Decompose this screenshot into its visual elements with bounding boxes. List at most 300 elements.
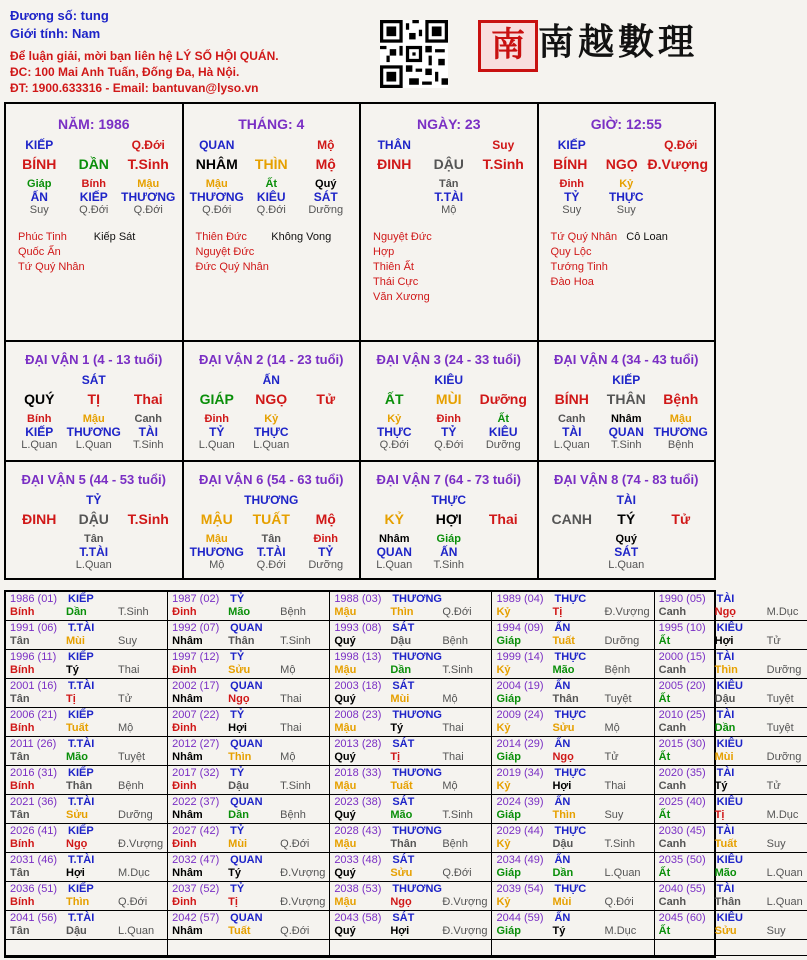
pillar-stem-branch-cell: BÍNH bbox=[22, 156, 57, 172]
year-label: 2008 (23) bbox=[334, 709, 382, 721]
year-cell bbox=[6, 766, 168, 795]
year-label: 2017 (32) bbox=[172, 767, 220, 779]
star-item: Quy Lộc bbox=[550, 246, 592, 258]
year-label: 2031 (46) bbox=[10, 854, 58, 866]
year-god: THỰC bbox=[554, 651, 587, 663]
dai-van-hidden-god bbox=[6, 425, 182, 439]
year-cell bbox=[492, 911, 654, 940]
year-label: 2006 (21) bbox=[10, 709, 58, 721]
dai-van-hidden-stem-cell: Mậu bbox=[82, 413, 105, 425]
year-stem-branch bbox=[496, 693, 649, 706]
year-stem-branch bbox=[659, 722, 803, 735]
dai-van-hidden-god-cell bbox=[121, 545, 176, 559]
pillar-column bbox=[361, 104, 539, 340]
year-stem: Canh bbox=[658, 664, 687, 676]
year-stem: Kỷ bbox=[496, 722, 511, 734]
year-cell bbox=[330, 592, 492, 621]
year-stem: Đinh bbox=[172, 896, 197, 908]
pillar-stage-cell bbox=[476, 204, 531, 216]
year-stem: Nhâm bbox=[172, 925, 203, 937]
year-label: 2030 (45) bbox=[658, 825, 706, 837]
pillar-stars bbox=[6, 230, 182, 275]
year-branch: Dần bbox=[552, 867, 574, 879]
pillar-hidden-god-cell: THƯƠNG bbox=[189, 190, 244, 204]
year-cell bbox=[330, 911, 492, 940]
dai-van-hidden-stem-cell bbox=[545, 533, 600, 545]
year-cell bbox=[655, 853, 807, 882]
year-stage: Thai bbox=[442, 751, 464, 763]
dai-van-stage-cell bbox=[654, 559, 709, 571]
pillar-stage-cell bbox=[367, 204, 422, 216]
year-god: QUAN bbox=[230, 622, 263, 634]
year-label: 2039 (54) bbox=[496, 883, 544, 895]
dai-van-hidden-god-cell bbox=[654, 545, 709, 559]
year-stage: Q.Đới bbox=[118, 896, 148, 908]
star-item: Đức Quý Nhân bbox=[195, 261, 269, 273]
year-branch: Tuất bbox=[228, 925, 251, 937]
year-stem: Ất bbox=[658, 751, 671, 763]
year-stem-branch bbox=[334, 838, 487, 851]
dai-van-stem-branch-cell: DẬU bbox=[78, 511, 109, 527]
dai-van-cell bbox=[361, 462, 539, 578]
year-branch: Tuất bbox=[552, 635, 575, 647]
dai-van-hidden-stem bbox=[184, 533, 360, 545]
dai-van-stem-branch-cell: HỢI bbox=[435, 511, 462, 527]
year-god: TỶ bbox=[230, 593, 245, 605]
four-pillars-panel bbox=[4, 102, 716, 342]
year-god: THƯƠNG bbox=[392, 593, 442, 605]
year-stage: Tử bbox=[766, 780, 781, 792]
year-cell bbox=[330, 708, 492, 737]
year-stem-branch bbox=[10, 838, 163, 851]
year-branch: Hợi bbox=[228, 722, 247, 734]
year-branch: Dần bbox=[714, 722, 736, 734]
year-stem-branch bbox=[496, 780, 649, 793]
year-cell bbox=[168, 679, 330, 708]
year-stem: Ất bbox=[658, 867, 671, 879]
year-god: TỶ bbox=[230, 651, 245, 663]
dai-van-stem-branch-cell: MẬU bbox=[200, 511, 233, 527]
year-stage: Bệnh bbox=[280, 606, 306, 618]
year-stem: Giáp bbox=[496, 867, 521, 879]
year-branch: Dần bbox=[66, 606, 87, 618]
year-cell bbox=[168, 824, 330, 853]
year-stem-branch bbox=[172, 780, 325, 793]
year-god: TÀI bbox=[716, 767, 735, 779]
dai-van-stage bbox=[6, 439, 182, 451]
year-branch: Sửu bbox=[228, 664, 251, 676]
pillar-god-cell: KIẾP bbox=[25, 138, 54, 152]
year-stem: Nhâm bbox=[172, 809, 203, 821]
year-god: THƯƠNG bbox=[392, 825, 442, 837]
year-stage: Mộ bbox=[280, 664, 296, 676]
year-stage: Đ.Vượng bbox=[280, 896, 326, 908]
stars-col-2 bbox=[94, 230, 170, 275]
year-cell bbox=[6, 592, 168, 621]
year-label: 2035 (50) bbox=[658, 854, 706, 866]
year-cell bbox=[168, 911, 330, 940]
year-god: T.TÀI bbox=[68, 622, 95, 634]
year-god: QUAN bbox=[230, 854, 263, 866]
year-label: 2001 (16) bbox=[10, 680, 58, 692]
year-stem-branch bbox=[659, 693, 803, 706]
dai-van-hidden-stem-cell: Đinh bbox=[313, 533, 338, 545]
star-item: Văn Xương bbox=[373, 291, 430, 303]
stars-col-1 bbox=[373, 230, 449, 305]
year-stem-branch bbox=[659, 635, 803, 648]
year-god: ẤN bbox=[554, 796, 571, 808]
year-stem: Bính bbox=[10, 780, 35, 792]
dai-van-god: KIẾP bbox=[612, 373, 641, 387]
year-branch: Thân bbox=[714, 896, 741, 908]
dai-van-stem-branch bbox=[361, 391, 537, 407]
year-stem-branch bbox=[659, 780, 803, 793]
year-cell bbox=[6, 737, 168, 766]
year-stem: Tân bbox=[10, 867, 30, 879]
year-label: 1991 (06) bbox=[10, 622, 58, 634]
year-branch: Mão bbox=[390, 809, 413, 821]
dai-van-hidden-stem-cell: Tân bbox=[261, 533, 282, 545]
year-branch: Dậu bbox=[390, 635, 412, 647]
year-god: KIẾP bbox=[68, 593, 94, 605]
year-stem-branch bbox=[496, 925, 649, 938]
pillar-stem-branch-cell: DẦN bbox=[78, 156, 109, 172]
dai-van-hidden-stem-cell bbox=[12, 533, 67, 545]
year-cell bbox=[330, 824, 492, 853]
pillar-stem-branch-cell: BÍNH bbox=[553, 156, 588, 172]
year-god: THỰC bbox=[554, 709, 587, 721]
pillar-hidden-stem-cell: Quý bbox=[315, 178, 337, 190]
dai-van-hidden-god bbox=[361, 425, 537, 439]
dai-van-stage-cell: Dưỡng bbox=[308, 559, 344, 571]
year-cell bbox=[6, 795, 168, 824]
star-item: Cô Loan bbox=[626, 231, 668, 243]
dai-van-title: ĐẠI VẬN 3 (24 - 33 tuổi) bbox=[376, 352, 521, 367]
dai-van-hidden-stem bbox=[6, 533, 182, 545]
pillar-stars bbox=[184, 230, 360, 275]
pillar-hidden-god-cell: ẤN bbox=[30, 190, 48, 204]
dai-van-stage-cell: T.Sinh bbox=[132, 439, 164, 451]
year-stage: M.Dục bbox=[766, 606, 799, 618]
dai-van-hidden-god-cell: QUAN bbox=[376, 545, 412, 559]
year-stem-branch bbox=[334, 606, 487, 619]
year-stem: Bính bbox=[10, 606, 35, 618]
dai-van-god: TỶ bbox=[86, 493, 102, 507]
pillar-stem-branch bbox=[539, 156, 715, 172]
dai-van-stage-cell bbox=[121, 559, 176, 571]
brand-logo: 南越數理 bbox=[538, 21, 699, 63]
dai-van-stage-cell: L.Quan bbox=[253, 439, 290, 451]
year-cell bbox=[655, 650, 807, 679]
year-stem: Quý bbox=[334, 809, 356, 821]
year-stem: Canh bbox=[658, 606, 687, 618]
pillar-title: THÁNG: 4 bbox=[238, 116, 305, 132]
gender: Giới tính: Nam bbox=[10, 26, 101, 41]
year-branch: Ngọ bbox=[390, 896, 412, 908]
dai-van-hidden-stem-cell bbox=[299, 413, 354, 425]
year-branch: Tuất bbox=[66, 722, 89, 734]
year-branch: Hợi bbox=[390, 925, 410, 937]
dai-van-hidden-stem-cell: Quý bbox=[615, 533, 637, 545]
year-cell bbox=[492, 708, 654, 737]
year-cell bbox=[492, 853, 654, 882]
year-branch: Thân bbox=[228, 635, 255, 647]
pillar-god-cell: Q.Đới bbox=[131, 138, 165, 152]
year-label: 2041 (56) bbox=[10, 912, 58, 924]
year-cell bbox=[330, 853, 492, 882]
stars-col-2 bbox=[449, 230, 525, 305]
dai-van-hidden-stem-cell: Tân bbox=[83, 533, 104, 545]
year-stage: T.Sinh bbox=[118, 606, 149, 618]
year-stem-branch bbox=[496, 664, 649, 677]
pillar-stage-cell: Q.Đới bbox=[79, 204, 109, 216]
year-stage: Mộ bbox=[118, 722, 134, 734]
year-stage: Tử bbox=[604, 751, 619, 763]
year-branch: Tuất bbox=[390, 780, 413, 792]
pillar-stage-cell: Mộ bbox=[441, 204, 457, 216]
year-stem: Tân bbox=[10, 925, 30, 937]
year-label: 1988 (03) bbox=[334, 593, 382, 605]
year-stem-branch bbox=[172, 693, 325, 706]
year-branch: Dậu bbox=[552, 838, 574, 850]
year-stem-branch bbox=[10, 606, 163, 619]
year-label: 2042 (57) bbox=[172, 912, 220, 924]
year-stage: T.Sinh bbox=[442, 809, 473, 821]
dai-van-stem-branch-cell: BÍNH bbox=[554, 391, 589, 407]
year-label: 1994 (09) bbox=[496, 622, 544, 634]
year-stem-branch bbox=[659, 751, 803, 764]
pillar-hidden-god-cell: KIẾP bbox=[79, 190, 108, 204]
dai-van-stem-branch-cell: THÂN bbox=[606, 391, 646, 407]
year-god: KIẾP bbox=[68, 825, 94, 837]
year-god: TÀI bbox=[716, 593, 735, 605]
pillar-stem-branch bbox=[6, 156, 182, 172]
pillar-hidden-stem-cell: Tân bbox=[438, 178, 459, 190]
year-branch: Hợi bbox=[552, 780, 572, 792]
year-cell-empty bbox=[655, 940, 807, 956]
year-god: THƯƠNG bbox=[392, 767, 442, 779]
pillar-column bbox=[6, 104, 184, 340]
year-branch: Sửu bbox=[714, 925, 737, 937]
dai-van-hidden-stem-cell: Giáp bbox=[436, 533, 461, 545]
year-cell bbox=[168, 650, 330, 679]
year-stem-branch bbox=[496, 809, 649, 822]
year-stage: Suy bbox=[766, 838, 786, 850]
dai-van-stage-cell bbox=[545, 559, 600, 571]
year-stage: Tuyệt bbox=[604, 693, 632, 705]
pillar-god-cell: Mộ bbox=[317, 138, 335, 152]
pillar-hidden-stem-cell: Kỷ bbox=[619, 178, 634, 190]
pillar-stage bbox=[184, 204, 360, 216]
pillar-stem-branch-cell: NHÂM bbox=[195, 156, 238, 172]
year-stem-branch bbox=[659, 896, 803, 909]
year-cell bbox=[492, 795, 654, 824]
pillar-hidden-stem-cell bbox=[654, 178, 709, 190]
dai-van-hidden-god-cell: SÁT bbox=[614, 545, 639, 559]
year-label: 2010 (25) bbox=[658, 709, 706, 721]
dai-van-stage-cell bbox=[476, 559, 531, 571]
dai-van-hidden-stem-cell: Bính bbox=[27, 413, 52, 425]
stars-col-1 bbox=[196, 230, 272, 275]
year-stem-branch bbox=[496, 606, 649, 619]
pillar-god-cell: Suy bbox=[492, 138, 515, 152]
year-branch: Tị bbox=[390, 751, 401, 763]
year-cell bbox=[492, 650, 654, 679]
pillar-hidden-god-cell: THƯƠNG bbox=[121, 190, 176, 204]
year-label: 2016 (31) bbox=[10, 767, 58, 779]
year-stage: Dưỡng bbox=[766, 664, 802, 676]
dai-van-hidden-stem bbox=[184, 413, 360, 425]
pillar-stage bbox=[539, 204, 715, 216]
year-label: 2026 (41) bbox=[10, 825, 58, 837]
year-cell bbox=[492, 737, 654, 766]
year-branch: Sửu bbox=[66, 809, 89, 821]
year-branch: Tý bbox=[552, 925, 566, 937]
year-cell bbox=[492, 766, 654, 795]
pillar-column bbox=[184, 104, 362, 340]
pillar-hidden-stem-cell: Giáp bbox=[27, 178, 52, 190]
year-cell bbox=[492, 882, 654, 911]
year-cell bbox=[655, 766, 807, 795]
year-stem: Ất bbox=[658, 635, 671, 647]
year-stem-branch bbox=[10, 780, 163, 793]
year-stage: Suy bbox=[604, 809, 624, 821]
stars-col-2 bbox=[271, 230, 347, 275]
dai-van-title: ĐẠI VẬN 2 (14 - 23 tuổi) bbox=[199, 352, 344, 367]
year-stem-branch bbox=[10, 925, 163, 938]
year-god: T.TÀI bbox=[68, 738, 95, 750]
star-item: Thái Cực bbox=[373, 276, 419, 288]
pillar-hidden-god-cell bbox=[654, 190, 709, 204]
year-god: KIÊU bbox=[716, 738, 743, 750]
dai-van-stage-cell: L.Quan bbox=[376, 559, 413, 571]
dai-van-hidden-stem bbox=[539, 413, 715, 425]
dai-van-stage bbox=[539, 559, 715, 571]
year-stem: Bính bbox=[10, 664, 35, 676]
year-branch: Thìn bbox=[714, 664, 738, 676]
year-stem-branch bbox=[10, 809, 163, 822]
year-cell bbox=[655, 679, 807, 708]
year-stage: Tuyệt bbox=[766, 693, 794, 705]
year-cell bbox=[492, 621, 654, 650]
dai-van-stem-branch-cell: QUÝ bbox=[24, 391, 55, 407]
year-branch: Tị bbox=[714, 809, 725, 821]
year-stage: Đ.Vượng bbox=[442, 925, 488, 937]
year-stage: T.Sinh bbox=[280, 780, 311, 792]
year-stem-branch bbox=[659, 809, 803, 822]
year-god: ẤN bbox=[554, 622, 571, 634]
dai-van-stem-branch bbox=[539, 511, 715, 527]
dai-van-hidden-god-cell: THƯƠNG bbox=[653, 425, 708, 439]
year-stem: Kỷ bbox=[496, 606, 511, 618]
year-cell bbox=[6, 621, 168, 650]
dai-van-hidden-god-cell: T.TÀI bbox=[79, 545, 109, 559]
dai-van-stem-branch bbox=[6, 391, 182, 407]
year-stem-branch bbox=[172, 809, 325, 822]
dai-van-stem-branch-cell: Mộ bbox=[315, 511, 336, 527]
year-god: SÁT bbox=[392, 854, 415, 866]
year-cell bbox=[6, 853, 168, 882]
pillar-stage-cell: Suy bbox=[562, 204, 582, 216]
year-stem-branch bbox=[659, 925, 803, 938]
year-label: 1993 (08) bbox=[334, 622, 382, 634]
dai-van-stage-cell: Mộ bbox=[209, 559, 225, 571]
year-cell bbox=[6, 679, 168, 708]
year-stage: Thai bbox=[604, 780, 626, 792]
year-god: KIẾP bbox=[68, 651, 94, 663]
dai-van-hidden-stem-cell: Canh bbox=[134, 413, 162, 425]
dai-van-hidden-god-cell: THỰC bbox=[376, 425, 412, 439]
dai-van-stage-cell: Bệnh bbox=[667, 439, 694, 451]
pillar-hidden-stem bbox=[361, 178, 537, 190]
header-info bbox=[10, 8, 370, 96]
pillar-hidden-god-cell: KIÊU bbox=[256, 190, 286, 204]
year-stem-branch bbox=[496, 867, 649, 880]
year-stem: Nhâm bbox=[172, 867, 203, 879]
year-god: KIẾP bbox=[68, 709, 94, 721]
year-stage: M.Dục bbox=[604, 925, 637, 937]
year-stem-branch bbox=[496, 722, 649, 735]
year-cell bbox=[168, 766, 330, 795]
year-label: 2029 (44) bbox=[496, 825, 544, 837]
pillar-hidden-god-cell bbox=[367, 190, 422, 204]
dai-van-stage bbox=[184, 439, 360, 451]
dai-van-stem-branch-cell: Dưỡng bbox=[479, 391, 527, 407]
pillar-stem-branch-cell: NGỌ bbox=[605, 156, 638, 172]
year-label: 1992 (07) bbox=[172, 622, 220, 634]
year-cell-empty bbox=[168, 940, 330, 956]
year-cell bbox=[655, 795, 807, 824]
pillar-hidden-stem bbox=[184, 178, 360, 190]
year-stage: Dưỡng bbox=[766, 751, 802, 763]
year-branch: Sửu bbox=[552, 722, 575, 734]
pillar-hidden-stem-cell bbox=[476, 178, 531, 190]
year-stem: Mậu bbox=[334, 780, 357, 792]
year-branch: Dậu bbox=[714, 693, 736, 705]
year-stem-branch bbox=[334, 780, 487, 793]
pillar-stage bbox=[6, 204, 182, 216]
year-label: 2036 (51) bbox=[10, 883, 58, 895]
pillar-god-cell bbox=[422, 138, 477, 152]
year-label: 2018 (33) bbox=[334, 767, 382, 779]
year-label: 2038 (53) bbox=[334, 883, 382, 895]
year-stem-branch bbox=[659, 867, 803, 880]
star-item: Kiếp Sát bbox=[93, 231, 136, 243]
year-god: T.TÀI bbox=[68, 796, 95, 808]
pillar-hidden-god-cell: SÁT bbox=[313, 190, 338, 204]
dai-van-stage-cell bbox=[299, 439, 354, 451]
year-god: THƯƠNG bbox=[392, 883, 442, 895]
year-stage: Bệnh bbox=[442, 838, 469, 850]
year-stage: Mộ bbox=[280, 751, 296, 763]
dai-van-cell bbox=[539, 462, 715, 578]
dai-van-stem-branch-cell: GIÁP bbox=[199, 391, 234, 407]
year-stem: Đinh bbox=[172, 838, 197, 850]
dai-van-row-2 bbox=[4, 462, 716, 580]
dai-van-god: TÀI bbox=[616, 493, 636, 507]
dai-van-hidden-stem-cell: Kỷ bbox=[387, 413, 402, 425]
year-stem: Mậu bbox=[334, 838, 357, 850]
dai-van-stage-cell: T.Sinh bbox=[433, 559, 465, 571]
dai-van-hidden-god-cell: THƯƠNG bbox=[189, 545, 244, 559]
year-cell bbox=[6, 708, 168, 737]
year-label: 2012 (27) bbox=[172, 738, 220, 750]
year-label: 1997 (12) bbox=[172, 651, 220, 663]
pillar-god-cell bbox=[67, 138, 122, 152]
year-stem: Canh bbox=[658, 780, 687, 792]
year-label: 2009 (24) bbox=[496, 709, 544, 721]
year-stem-branch bbox=[10, 664, 163, 677]
